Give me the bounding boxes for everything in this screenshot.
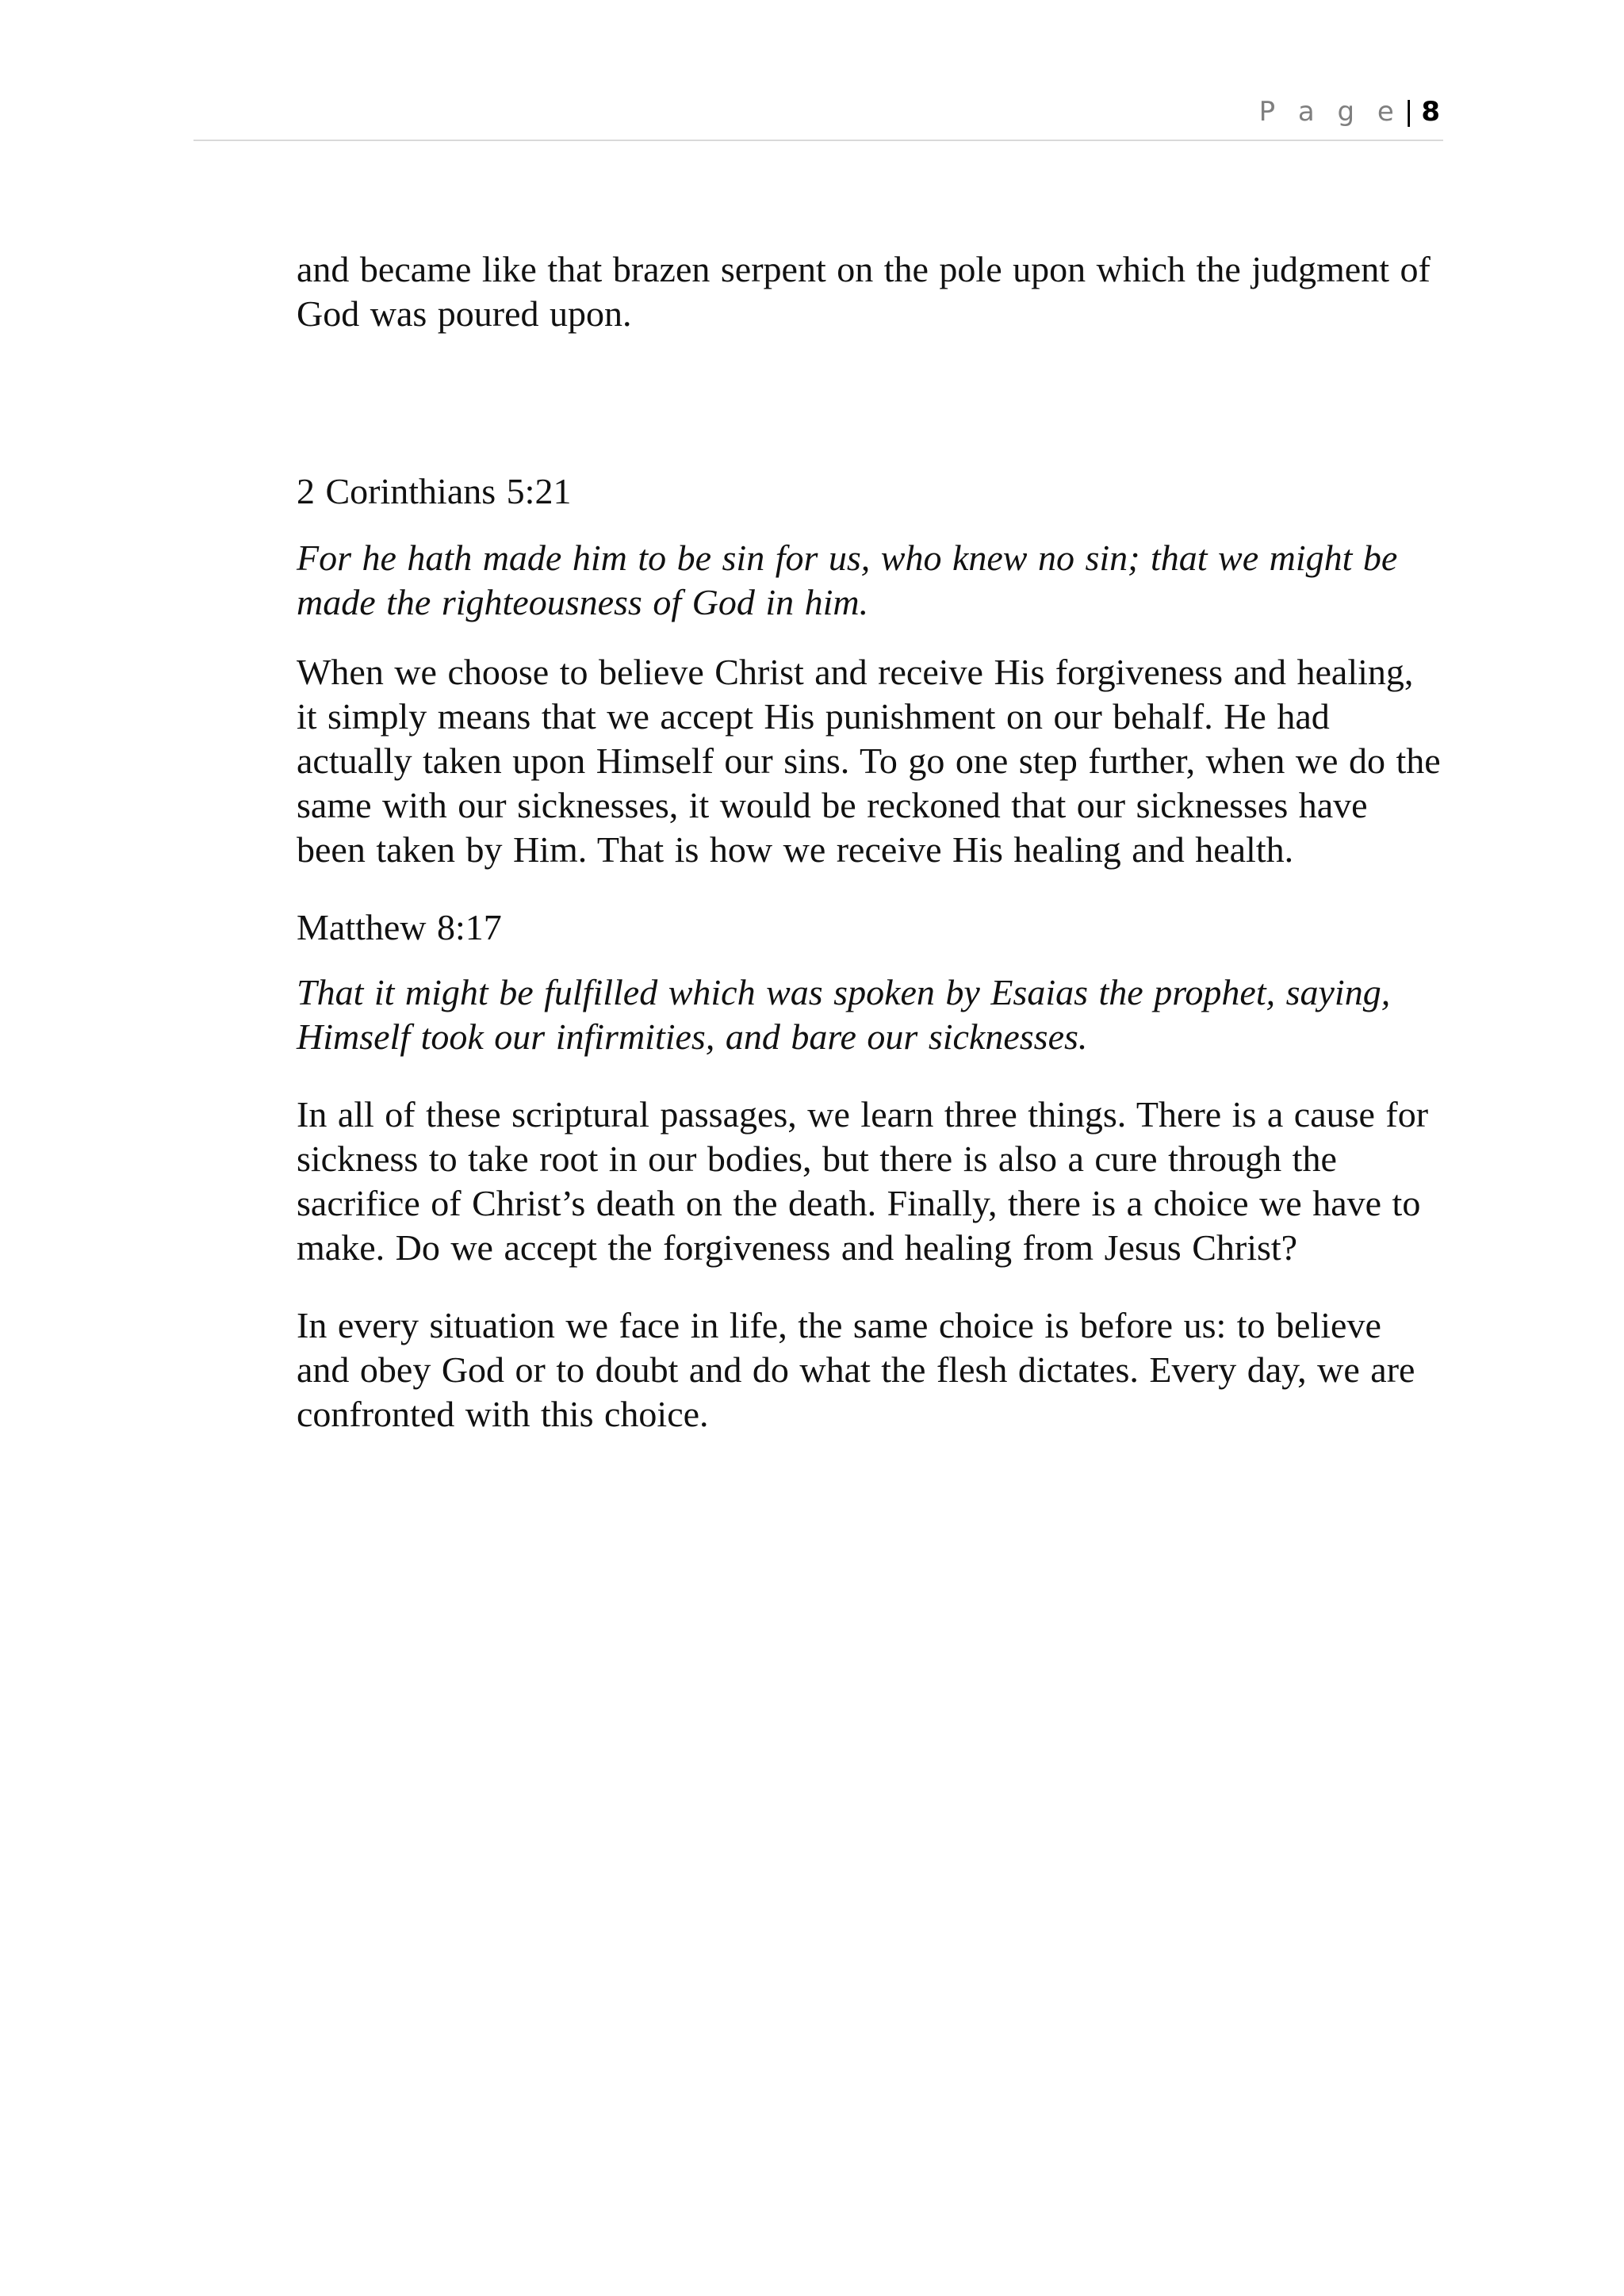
paragraph-every-situation: In every situation we face in life, the same choice is before us: to believe and obey God or to doubt and do what the flesh dictates. Every day, we are confronted with this choice. <box>297 1305 1415 1434</box>
scripture-verse-matthew: That it might be fulfilled which was spoken by Esaias the prophet, saying, Himself took our infirmities, and bare our sicknesses. <box>297 972 1391 1057</box>
page-number <box>1259 92 1440 132</box>
scripture-reference-matthew: Matthew 8:17 <box>297 907 502 947</box>
scripture-verse-2-corinthians: For he hath made him to be sin for us, who knew no sin; that we might be made the righteousness of God in him. <box>297 538 1398 622</box>
paragraph-intro: and became like that brazen serpent on the pole upon which the judgment of God was poured upon. <box>297 249 1431 334</box>
page-header <box>193 92 1443 141</box>
page-number-value: 8 <box>1421 96 1440 128</box>
paragraph-choose-to-believe: When we choose to believe Christ and receive His forgiveness and healing, it simply means that we accept His punishment on our behalf. He had actually taken upon Himself our sins. To go one step further, when we do the same with our sicknesses, it would be reckoned that our sicknesses have been taken by Him. That is how we receive His healing and health. <box>297 652 1441 870</box>
page-separator: | <box>1404 96 1414 128</box>
document-body <box>297 247 1443 1437</box>
scripture-reference-2-corinthians: 2 Corinthians 5:21 <box>297 471 572 511</box>
page-label: P a g e <box>1258 96 1401 128</box>
paragraph-three-things: In all of these scriptural passages, we learn three things. There is a cause for sickness to take root in our bodies, but there is also a cure through the sacrifice of Christ’s death on the death. Finally, there is a choice we have to make. Do we accept the forgiveness and healing from Jesus Christ? <box>297 1094 1429 1268</box>
